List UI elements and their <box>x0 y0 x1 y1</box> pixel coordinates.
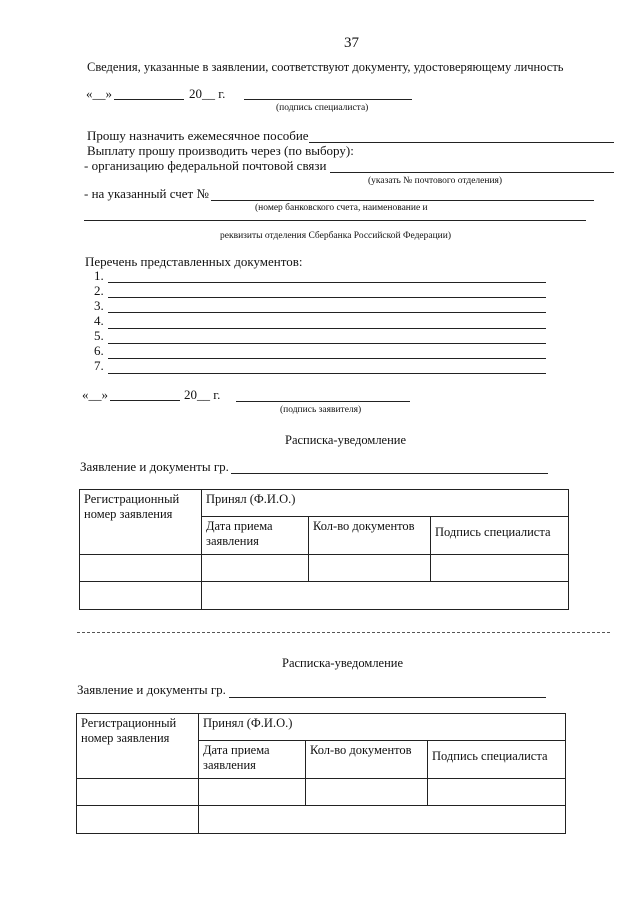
accepted-by-header: Принял (Ф.И.О.) <box>199 714 566 741</box>
documents-title: Перечень представленных документов: <box>85 254 303 269</box>
receipt-intro-1: Заявление и документы гр. <box>80 459 229 474</box>
document-line-4 <box>108 328 546 329</box>
verification-statement: Сведения, указанные в заявлении, соответствуют документу, удостоверяющему личность <box>87 60 564 74</box>
postal-caption: (указать № почтового отделения) <box>368 176 503 186</box>
date-header: Дата приема заявления <box>199 741 306 779</box>
applicant-signature-caption: (подпись заявителя) <box>280 405 362 415</box>
receipt-title-1: Расписка-уведомление <box>285 433 407 447</box>
doc-count-header: Кол-во документов <box>309 517 431 555</box>
date-cell[interactable] <box>199 779 306 806</box>
reg-number-header: Регистрационный номер заявления <box>80 490 202 555</box>
signature-header: Подпись специалиста <box>428 741 566 779</box>
verification-month-line <box>114 99 184 100</box>
reg-number-cell-2[interactable] <box>77 806 199 834</box>
postal-line <box>330 172 614 173</box>
reg-number-cell-2[interactable] <box>80 582 202 610</box>
account-line-2 <box>84 220 586 221</box>
document-line-5 <box>108 343 546 344</box>
applicant-month-line <box>110 400 180 401</box>
date-cell[interactable] <box>202 555 309 582</box>
account-caption-1: (номер банковского счета, наименование и <box>255 203 428 213</box>
specialist-signature-caption: (подпись специалиста) <box>276 103 369 113</box>
postal-option: - организацию федеральной почтовой связи <box>84 158 327 173</box>
signature-cell[interactable] <box>431 555 569 582</box>
document-number-7: 7. <box>94 358 104 373</box>
reg-number-cell[interactable] <box>80 555 202 582</box>
receipt-name-line-1 <box>231 473 548 474</box>
document-line-2 <box>108 297 546 298</box>
notes-cell[interactable] <box>199 806 566 834</box>
document-line-3 <box>108 312 546 313</box>
allowance-label: Прошу назначить ежемесячное пособие <box>87 128 309 143</box>
account-line <box>211 200 594 201</box>
verification-date-day: «__» <box>86 86 112 101</box>
document-number-5: 5. <box>94 328 104 343</box>
document-number-3: 3. <box>94 298 104 313</box>
page-number: 37 <box>344 35 359 51</box>
document-number-2: 2. <box>94 283 104 298</box>
doc-count-cell[interactable] <box>306 779 428 806</box>
payment-label: Выплату прошу производить через (по выбору): <box>87 143 354 158</box>
account-caption-2: реквизиты отделения Сбербанка Российской Федерации) <box>220 231 452 241</box>
receipt-title-2: Расписка-уведомление <box>282 656 404 670</box>
accepted-by-header: Принял (Ф.И.О.) <box>202 490 569 517</box>
date-header: Дата приема заявления <box>202 517 309 555</box>
receipt-table-1 <box>79 489 569 610</box>
reg-number-cell[interactable] <box>77 779 199 806</box>
specialist-signature-line <box>244 99 412 100</box>
document-number-6: 6. <box>94 343 104 358</box>
reg-number-header: Регистрационный номер заявления <box>77 714 199 779</box>
signature-header: Подпись специалиста <box>431 517 569 555</box>
signature-cell[interactable] <box>428 779 566 806</box>
receipt-table-2 <box>76 713 566 834</box>
document-line-7 <box>108 373 546 374</box>
applicant-signature-line <box>236 401 410 402</box>
doc-count-cell[interactable] <box>309 555 431 582</box>
document-line-6 <box>108 358 546 359</box>
notes-cell[interactable] <box>202 582 569 610</box>
applicant-date-year: 20__ г. <box>184 387 221 402</box>
document-line-1 <box>108 282 546 283</box>
cut-line <box>77 632 610 633</box>
document-number-1: 1. <box>94 268 104 283</box>
applicant-date-day: «__» <box>82 387 108 402</box>
receipt-name-line-2 <box>229 697 546 698</box>
allowance-line <box>309 142 614 143</box>
document-number-4: 4. <box>94 313 104 328</box>
account-option: - на указанный счет № <box>84 186 209 201</box>
doc-count-header: Кол-во документов <box>306 741 428 779</box>
receipt-intro-2: Заявление и документы гр. <box>77 682 226 697</box>
verification-date-year: 20__ г. <box>189 86 226 101</box>
